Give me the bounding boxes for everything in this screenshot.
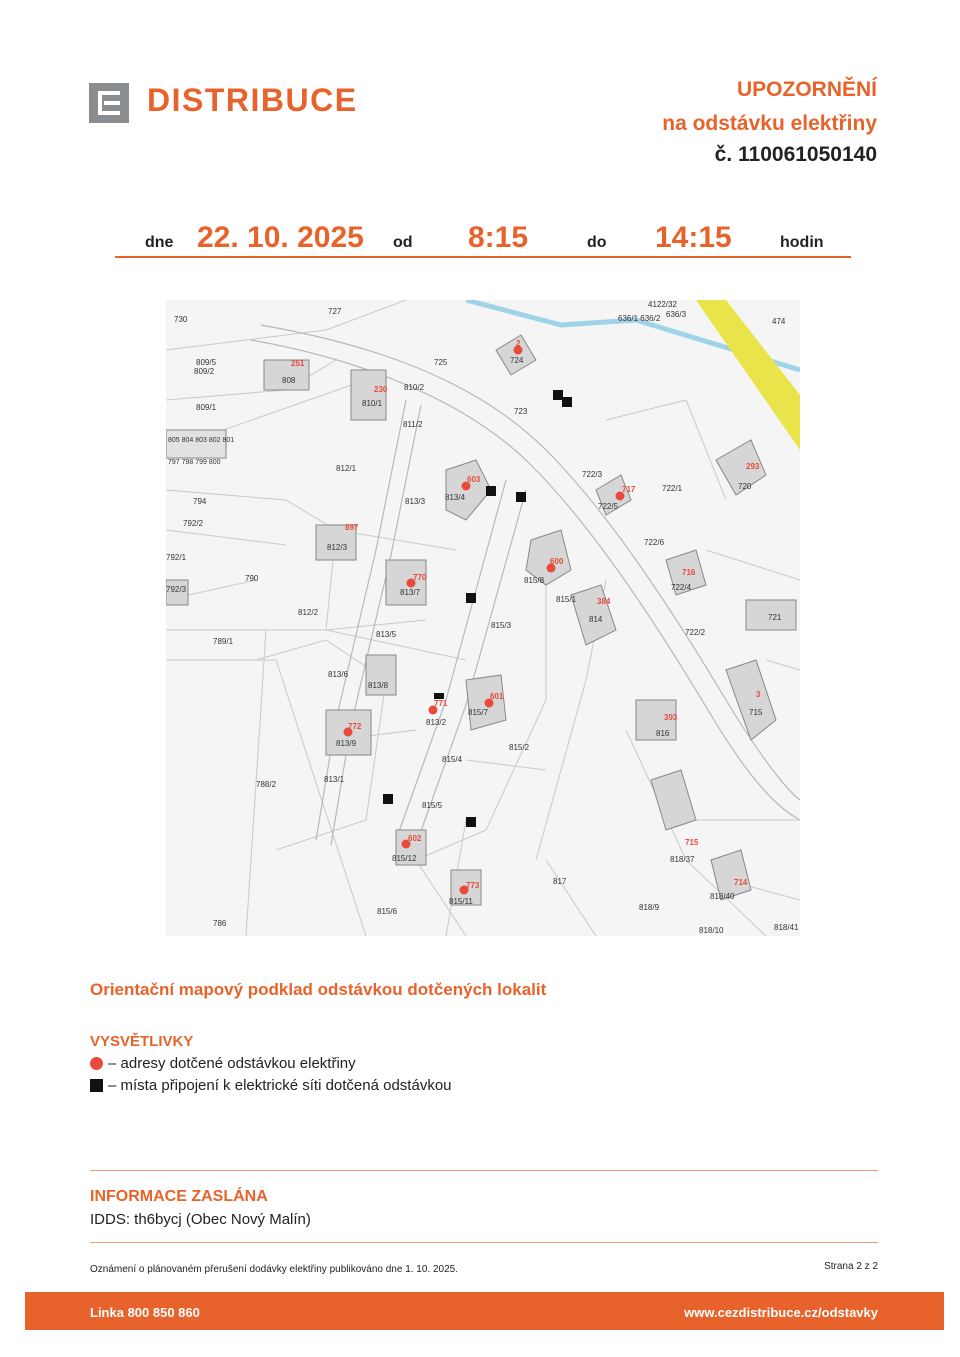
parcel-818-41: 818/41 xyxy=(774,923,799,932)
page-number: Strana 2 z 2 xyxy=(824,1261,878,1272)
map-caption: Orientační mapový podklad odstávkou dotčených lokalit xyxy=(90,980,547,999)
parcel-797: 797 798 799 800 xyxy=(168,459,221,466)
address-897: 897 xyxy=(345,523,359,532)
parcel-813-9: 813/9 xyxy=(336,739,357,748)
parcel-722-6: 722/6 xyxy=(644,538,665,547)
publication-note: Oznámení o plánovaném přerušení dodávky elektřiny publikováno dne 1. 10. 2025. xyxy=(90,1264,459,1275)
label-from: od xyxy=(393,234,413,251)
parcel-809-2: 809/2 xyxy=(194,367,215,376)
address-251: 251 xyxy=(291,359,305,368)
parcel-722-1: 722/1 xyxy=(662,484,683,493)
parcel-813-2: 813/2 xyxy=(426,718,447,727)
parcel-636-1: 636/1 636/2 xyxy=(618,314,661,323)
address-772: 772 xyxy=(348,722,362,731)
info-title: INFORMACE ZASLÁNA xyxy=(90,1188,268,1205)
parcel-818-10: 818/10 xyxy=(699,926,724,935)
divider-bottom xyxy=(90,1242,878,1243)
parcel-815-1: 815/1 xyxy=(556,595,577,604)
parcel-812-2: 812/2 xyxy=(298,608,319,617)
address-715: 715 xyxy=(685,838,699,847)
notice-number: č. 110061050140 xyxy=(714,143,877,166)
parcel-812-3: 812/3 xyxy=(327,543,348,552)
parcel-722-4: 722/4 xyxy=(671,583,692,592)
parcel-794: 794 xyxy=(193,497,207,506)
address-601: 601 xyxy=(490,692,504,701)
time-to: 14:15 xyxy=(655,221,732,254)
parcel-474: 474 xyxy=(772,317,786,326)
parcel-815-11: 815/11 xyxy=(449,897,473,906)
parcel-815-7: 815/7 xyxy=(468,708,489,717)
time-from: 8:15 xyxy=(468,221,529,254)
parcel-815-5: 815/5 xyxy=(422,801,443,810)
parcel-813-4: 813/4 xyxy=(445,493,466,502)
notice-title: UPOZORNĚNÍ xyxy=(736,78,877,101)
parcel-722-3: 722/3 xyxy=(582,470,603,479)
address-230: 230 xyxy=(374,385,388,394)
legend-address: – adresy dotčené odstávkou elektřiny xyxy=(90,1055,356,1072)
address-603: 603 xyxy=(467,475,481,484)
parcel-815-2: 815/2 xyxy=(509,743,530,752)
red-dot-icon xyxy=(90,1057,103,1070)
parcel-722-5: 722/5 xyxy=(598,502,619,511)
parcel-813-6: 813/6 xyxy=(328,670,349,679)
parcel-816: 816 xyxy=(656,729,670,738)
website-link[interactable]: www.cezdistribuce.cz/odstavky xyxy=(684,1305,878,1320)
parcel-636-3: 636/3 xyxy=(666,310,687,319)
parcel-789-1: 789/1 xyxy=(213,637,234,646)
parcel-730: 730 xyxy=(174,315,188,324)
parcel-810-1: 810/1 xyxy=(362,399,383,408)
address-2: 2 xyxy=(516,339,521,348)
hotline: Linka 800 850 860 xyxy=(90,1305,200,1320)
address-770: 770 xyxy=(413,573,427,582)
parcel-724: 724 xyxy=(510,356,524,365)
parcel-792-3: 792/3 xyxy=(166,585,187,594)
address-602: 602 xyxy=(408,834,422,843)
address-771: 771 xyxy=(434,699,448,708)
parcel-815-8: 815/8 xyxy=(524,576,545,585)
parcel-792-2: 792/2 xyxy=(183,519,204,528)
parcel-815-12: 815/12 xyxy=(392,854,417,863)
parcel-723: 723 xyxy=(514,407,528,416)
parcel-805: 805 804 803 802 801 xyxy=(168,437,235,444)
brand-name: DISTRIBUCE xyxy=(147,82,358,118)
address-600: 600 xyxy=(550,557,564,566)
info-text: IDDS: th6bycj (Obec Nový Malín) xyxy=(90,1211,311,1228)
address-716: 716 xyxy=(682,568,696,577)
address-773: 773 xyxy=(466,881,480,890)
parcel-811-2: 811/2 xyxy=(403,420,423,429)
address-717: 717 xyxy=(622,485,636,494)
outage-map xyxy=(166,300,800,936)
parcel-813-8: 813/8 xyxy=(368,681,389,690)
address-714: 714 xyxy=(734,878,748,887)
legend-title: VYSVĚTLIVKY xyxy=(90,1033,194,1050)
legend-connection: – místa připojení k elektrické síti dotčená odstávkou xyxy=(90,1077,452,1094)
parcel-813-3: 813/3 xyxy=(405,497,426,506)
address-393: 393 xyxy=(664,713,678,722)
parcel-814: 814 xyxy=(589,615,603,624)
label-hours: hodin xyxy=(780,234,824,251)
parcel-786: 786 xyxy=(213,919,227,928)
parcel-813-5: 813/5 xyxy=(376,630,397,639)
label-to: do xyxy=(587,234,607,251)
black-square-icon xyxy=(90,1079,103,1092)
logo-icon xyxy=(89,83,129,123)
label-day: dne xyxy=(145,234,174,251)
schedule-row xyxy=(115,220,851,258)
parcel-813-1: 813/1 xyxy=(324,775,345,784)
address-293: 293 xyxy=(746,462,760,471)
address-3: 3 xyxy=(756,690,761,699)
parcel-809-1: 809/1 xyxy=(196,403,217,412)
parcel-725: 725 xyxy=(434,358,448,367)
parcel-809-5: 809/5 xyxy=(196,358,217,367)
parcel-715: 715 xyxy=(749,708,763,717)
parcel-815-3: 815/3 xyxy=(491,621,512,630)
parcel-808: 808 xyxy=(282,376,296,385)
parcel-720: 720 xyxy=(738,482,752,491)
parcel-818-40: 818/40 xyxy=(710,892,735,901)
address-384: 384 xyxy=(597,597,611,606)
parcel-812-1: 812/1 xyxy=(336,464,357,473)
parcel-721: 721 xyxy=(768,613,782,622)
parcel-818-9: 818/9 xyxy=(639,903,660,912)
footer-bar xyxy=(25,1292,944,1330)
parcel-815-6: 815/6 xyxy=(377,907,398,916)
parcel-813-7: 813/7 xyxy=(400,588,421,597)
notice-subtitle: na odstávku elektřiny xyxy=(662,112,877,135)
parcel-815-4: 815/4 xyxy=(442,755,463,764)
parcel-817: 817 xyxy=(553,877,567,886)
parcel-722-2: 722/2 xyxy=(685,628,706,637)
parcel-790: 790 xyxy=(245,574,259,583)
parcel-788-2: 788/2 xyxy=(256,780,277,789)
divider-top xyxy=(90,1170,878,1171)
outage-date: 22. 10. 2025 xyxy=(197,221,364,254)
parcel-792-1: 792/1 xyxy=(166,553,187,562)
parcel-818-37: 818/37 xyxy=(670,855,695,864)
parcel-727: 727 xyxy=(328,307,342,316)
parcel-4122-32: 4122/32 xyxy=(648,300,677,309)
parcel-810-2: 810/2 xyxy=(404,383,425,392)
